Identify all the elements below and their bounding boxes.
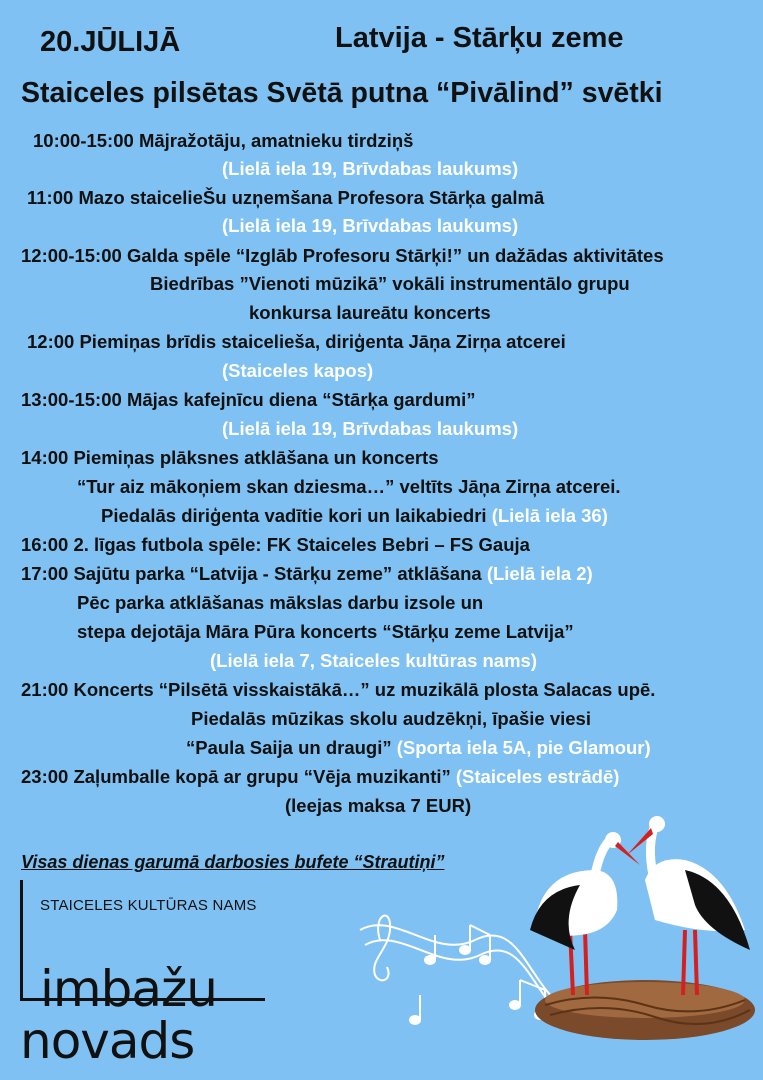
program-text: Mazo staicelieŠu uzņemšana Profesora Stārķa galmā xyxy=(78,187,545,208)
program-line xyxy=(21,563,593,585)
music-notes-icon xyxy=(360,916,560,1024)
program-location: (Lielā iela 19, Brīvdabas laukums) xyxy=(222,215,519,236)
event-headline: Staiceles pilsētas Svētā putna “Pivālind” svētki xyxy=(21,77,663,109)
program-time: 13:00-15:00 xyxy=(21,389,122,410)
program-time: 12:00-15:00 xyxy=(21,245,122,266)
logo-bracket-vertical xyxy=(20,880,23,1000)
program-text: Biedrības ”Vienoti mūzikā” vokāli instrumentālo grupu xyxy=(150,273,630,294)
program-time: 10:00-15:00 xyxy=(33,130,134,151)
program-text: Galda spēle “Izglāb Profesoru Stārķi!” un dažādas aktivitātes xyxy=(126,245,664,266)
program-text: Zaļumballe kopā ar grupu “Vēja muzikanti” xyxy=(73,766,456,787)
program-text: Piedalās diriģenta vadītie kori un laikabiedri xyxy=(101,505,492,526)
program-location: (Lielā iela 2) xyxy=(486,563,593,584)
brand-line-1: imbažu xyxy=(40,960,217,1018)
program-line xyxy=(21,389,475,411)
program-line xyxy=(27,331,566,353)
program-location: (Sporta iela 5A, pie Glamour) xyxy=(396,737,651,758)
program-text: Piedalās mūzikas skolu audzēkņi, īpašie viesi xyxy=(191,708,591,729)
stork-right-icon xyxy=(627,816,750,995)
program-line xyxy=(21,534,530,556)
program-time: 14:00 xyxy=(21,447,69,468)
program-time: 12:00 xyxy=(27,331,75,352)
program-text: (leejas maksa 7 EUR) xyxy=(285,795,472,816)
program-line xyxy=(186,737,651,759)
program-text: Mājas kafejnīcu diena “Stārķa gardumi” xyxy=(126,389,476,410)
program-time: 17:00 xyxy=(21,563,69,584)
program-line xyxy=(101,505,608,527)
program-text: konkursa laureātu koncerts xyxy=(249,302,491,323)
program-text: Koncerts “Pilsētā visskaistākā…” uz muzikālā plosta Salacas upē. xyxy=(73,679,656,700)
program-line xyxy=(21,245,664,267)
program-text: 2. līgas futbola spēle: FK Staiceles Bebri – FS Gauja xyxy=(73,534,530,555)
program-location: (Lielā iela 36) xyxy=(491,505,608,526)
program-line xyxy=(21,766,619,788)
brand-line-2: novads xyxy=(20,1012,195,1070)
program-text: “Paula Saija un draugi” xyxy=(186,737,397,758)
program-line xyxy=(27,187,544,209)
program-text: Piemiņas plāksnes atklāšana un koncerts xyxy=(73,447,439,468)
program-time: 21:00 xyxy=(21,679,69,700)
program-location: (Staiceles kapos) xyxy=(222,360,374,381)
program-time: 11:00 xyxy=(27,187,74,208)
nest-icon xyxy=(535,980,755,1040)
program-text: Pēc parka atklāšanas mākslas darbu izsole un xyxy=(77,592,484,613)
program-text: Mājražotāju, amatnieku tirdziņš xyxy=(138,130,414,151)
program-time: 23:00 xyxy=(21,766,69,787)
program-line xyxy=(21,447,439,469)
program-line xyxy=(21,679,655,701)
program-location: (Lielā iela 7, Staiceles kultūras nams) xyxy=(210,650,537,671)
storks-illustration xyxy=(355,810,755,1070)
program-text: Piemiņas brīdis staicelieša, diriģenta Jāņa Zirņa atcerei xyxy=(79,331,566,352)
event-date: 20.JŪLIJĀ xyxy=(40,26,181,58)
buffet-note: Visas dienas garumā darbosies bufete “Strautiņi” xyxy=(21,852,445,872)
event-tagline: Latvija - Stārķu zeme xyxy=(335,22,624,54)
program-text: stepa dejotāja Māra Pūra koncerts “Stārķu zeme Latvija” xyxy=(77,621,574,642)
program-time: 16:00 xyxy=(21,534,69,555)
program-location: (Lielā iela 19, Brīvdabas laukums) xyxy=(222,418,519,439)
program-text: “Tur aiz mākoņiem skan dziesma…” veltīts Jāņa Zirņa atcerei. xyxy=(77,476,621,497)
program-location: (Staiceles estrādē) xyxy=(455,766,620,787)
organizer-name: STAICELES KULTŪRAS NAMS xyxy=(40,897,257,914)
program-text: Sajūtu parka “Latvija - Stārķu zeme” atklāšana xyxy=(73,563,487,584)
program-line xyxy=(33,130,413,152)
program-location: (Lielā iela 19, Brīvdabas laukums) xyxy=(222,158,519,179)
stork-left-icon xyxy=(530,832,640,995)
